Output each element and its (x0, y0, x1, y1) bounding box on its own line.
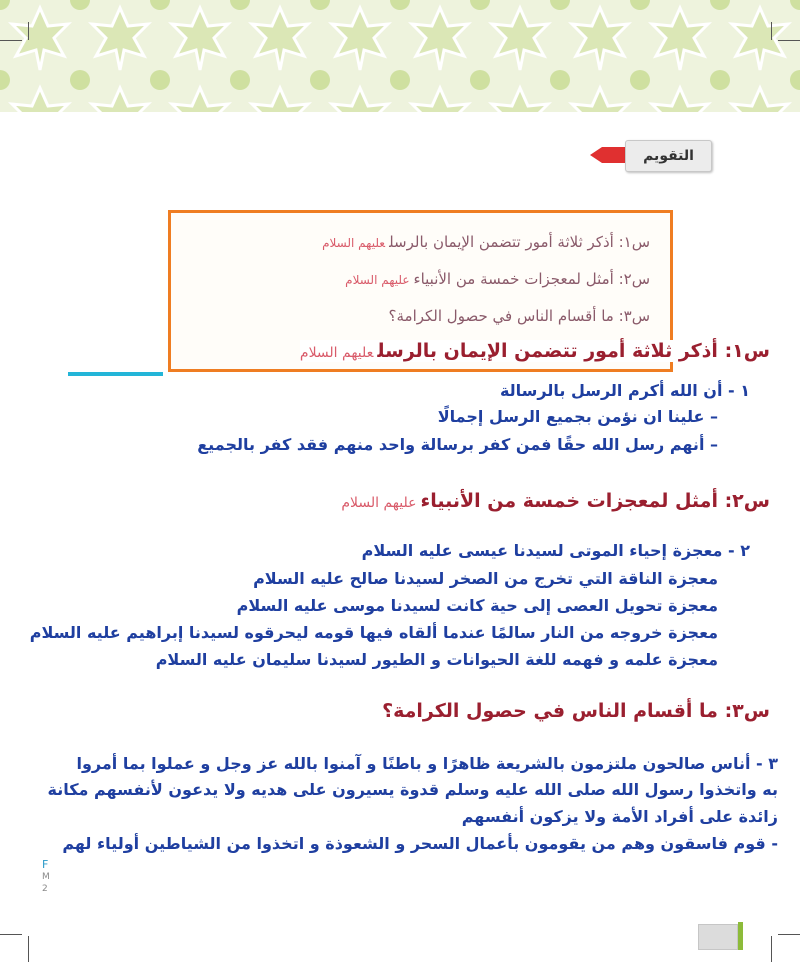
answer-line: معجزة خروجه من النار سالمًا عندما ألقاه فيها قومه ليحرقوه لسيدنا إبراهيم عليه السلام (29, 623, 718, 642)
heading-text: س٢: أمثل لمعجزات خمسة من الأنبياء (420, 490, 770, 512)
crop-mark (778, 40, 800, 41)
red-arrow-icon (590, 147, 630, 163)
question-text: س٢: أمثل لمعجزات خمسة من الأنبياء (413, 270, 650, 288)
question-3 (389, 307, 650, 325)
honorific-mark: عليهم السلام (322, 236, 386, 250)
answer-heading-2 (341, 490, 770, 512)
section-header (590, 140, 712, 170)
question-text: س١: أذكر ثلاثة أمور تتضمن الإيمان بالرسل (389, 233, 650, 251)
heading-text: س٣: ما أقسام الناس في حصول الكرامة؟ (382, 700, 770, 722)
answer-line: - قوم فاسقون وهم من يقومون بأعمال السحر و الشعوذة و اتخذوا من الشياطين أولياء لهم (62, 834, 778, 853)
crop-mark (771, 22, 772, 40)
crop-mark (28, 22, 29, 40)
honorific-mark: عليهم السلام (345, 273, 410, 287)
crop-mark (771, 936, 772, 962)
answer-line: زائدة على أفراد الأمة ولا يزكون أنفسهم (461, 807, 778, 826)
answer-line: – أنهم رسل الله حقًا فمن كفر برسالة واحد منهم فقد كفر بالجميع (197, 435, 718, 454)
answer-line: معجزة علمه و فهمه للغة الحيوانات و الطيور لسيدنا سليمان عليه السلام (155, 650, 718, 669)
answer-heading-1 (300, 340, 770, 362)
question-text: س٣: ما أقسام الناس في حصول الكرامة؟ (388, 307, 650, 325)
honorific-mark: عليهم السلام (299, 345, 374, 361)
heading-text: س١: أذكر ثلاثة أمور تتضمن الإيمان بالرسل (377, 340, 770, 362)
star-pattern-graphic (0, 0, 800, 112)
question-2 (345, 270, 650, 288)
answer-line: معجزة الناقة التي تخرج من الصخر لسيدنا صالح عليه السلام (253, 569, 718, 588)
crop-mark (0, 40, 22, 41)
honorific-mark: عليهم السلام (341, 495, 417, 511)
margin-mark: 2 (42, 884, 48, 894)
page-number-box (698, 924, 738, 950)
margin-mark: M (42, 872, 50, 882)
answer-line: ١ - أن الله أكرم الرسل بالرسالة (499, 381, 750, 400)
answer-line: به واتخذوا رسول الله صلى الله عليه وسلم قدوة يسيرون على هديه ولا يدعون لأنفسهم مكانة (47, 780, 778, 799)
answer-line: معجزة تحويل العصى إلى حية كانت لسيدنا موسى عليه السلام (236, 596, 718, 615)
answer-line: ٣ - أناس صالحون ملتزمون بالشريعة ظاهرًا و باطنًا و آمنوا بالله عز وجل و عملوا بما أمروا (76, 754, 778, 773)
decorative-banner (0, 0, 800, 112)
answer-line: ٢ - معجزة إحياء الموتى لسيدنا عيسى عليه السلام (361, 541, 750, 560)
crop-mark (0, 934, 22, 935)
question-1 (322, 233, 650, 251)
cyan-rule (68, 372, 163, 376)
page-accent-bar (738, 922, 743, 950)
crop-mark (28, 936, 29, 962)
crop-mark (778, 934, 800, 935)
answer-heading-3 (382, 700, 770, 722)
answer-line: – علينا ان نؤمن بجميع الرسل إجمالًا (437, 407, 718, 426)
section-title: التقويم (625, 140, 712, 172)
margin-mark: F (42, 858, 49, 871)
